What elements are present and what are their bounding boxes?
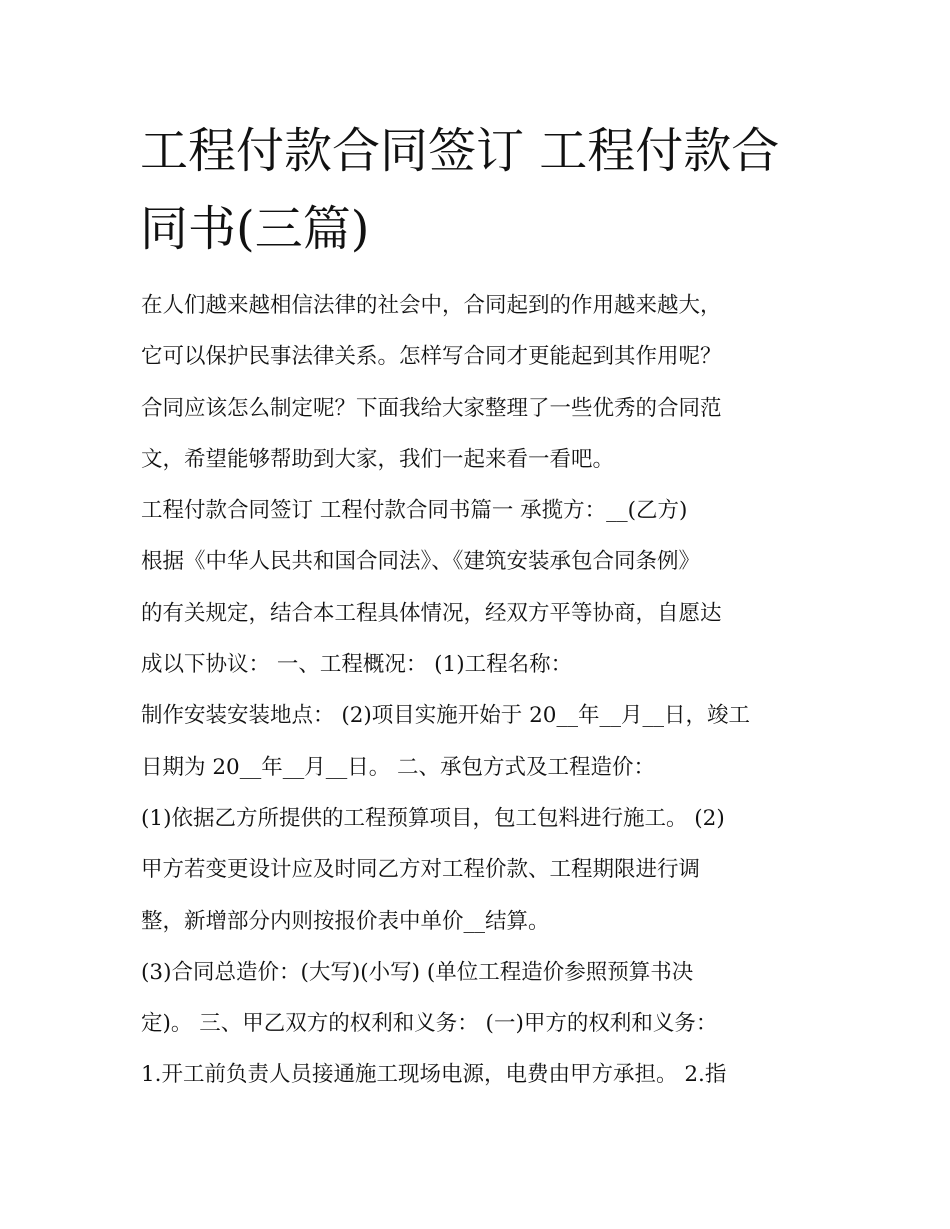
body-line: 成以下协议： 一、工程概况： (1)工程名称： (141, 652, 573, 678)
body-line: 文，希望能够帮助到大家，我们一起来看一看吧。 (141, 446, 615, 472)
body-line: 日期为 20__年__月__日。 二、承包方式及工程造价： (141, 754, 656, 780)
body-line: 甲方若变更设计应及时同乙方对工程价款、工程期限进行调 (141, 857, 701, 883)
body-line: (1)依据乙方所提供的工程预算项目，包工包料进行施工。 (2) (141, 805, 725, 831)
body-line: 制作安装安装地点： (2)项目实施开始于 20__年__月__日，竣工 (141, 703, 750, 729)
body-line: 在人们越来越相信法律的社会中，合同起到的作用越来越大， (141, 293, 722, 318)
body-line: 定)。 三、甲乙双方的权利和义务： (一)甲方的权利和义务： (141, 1011, 718, 1037)
body-line: 根据《中华人民共和国合同法》、《建筑安装承包合同条例》 (141, 549, 701, 575)
title-line: 同书(三篇) (140, 201, 370, 257)
body-line: 它可以保护民事法律关系。怎样写合同才更能起到其作用呢？ (141, 344, 722, 370)
body-line: 合同应该怎么制定呢？下面我给大家整理了一些优秀的合同范 (141, 395, 722, 421)
title-line: 工程付款合同签订 工程付款合 (140, 123, 780, 179)
body-line: 工程付款合同签订 工程付款合同书篇一 承揽方：__(乙方) (141, 498, 688, 524)
body-line: (3)合同总造价：(大写)(小写) (单位工程造价参照预算书决 (141, 959, 694, 985)
body-line: 整，新增部分内则按报价表中单价__结算。 (141, 908, 550, 934)
document-body (141, 280, 821, 1101)
document-title (140, 112, 820, 268)
body-line: 1.开工前负责人员接通施工现场电源，电费由甲方承担。 2.指 (141, 1062, 727, 1088)
body-line: 的有关规定，结合本工程具体情况，经双方平等协商，自愿达 (141, 600, 722, 626)
